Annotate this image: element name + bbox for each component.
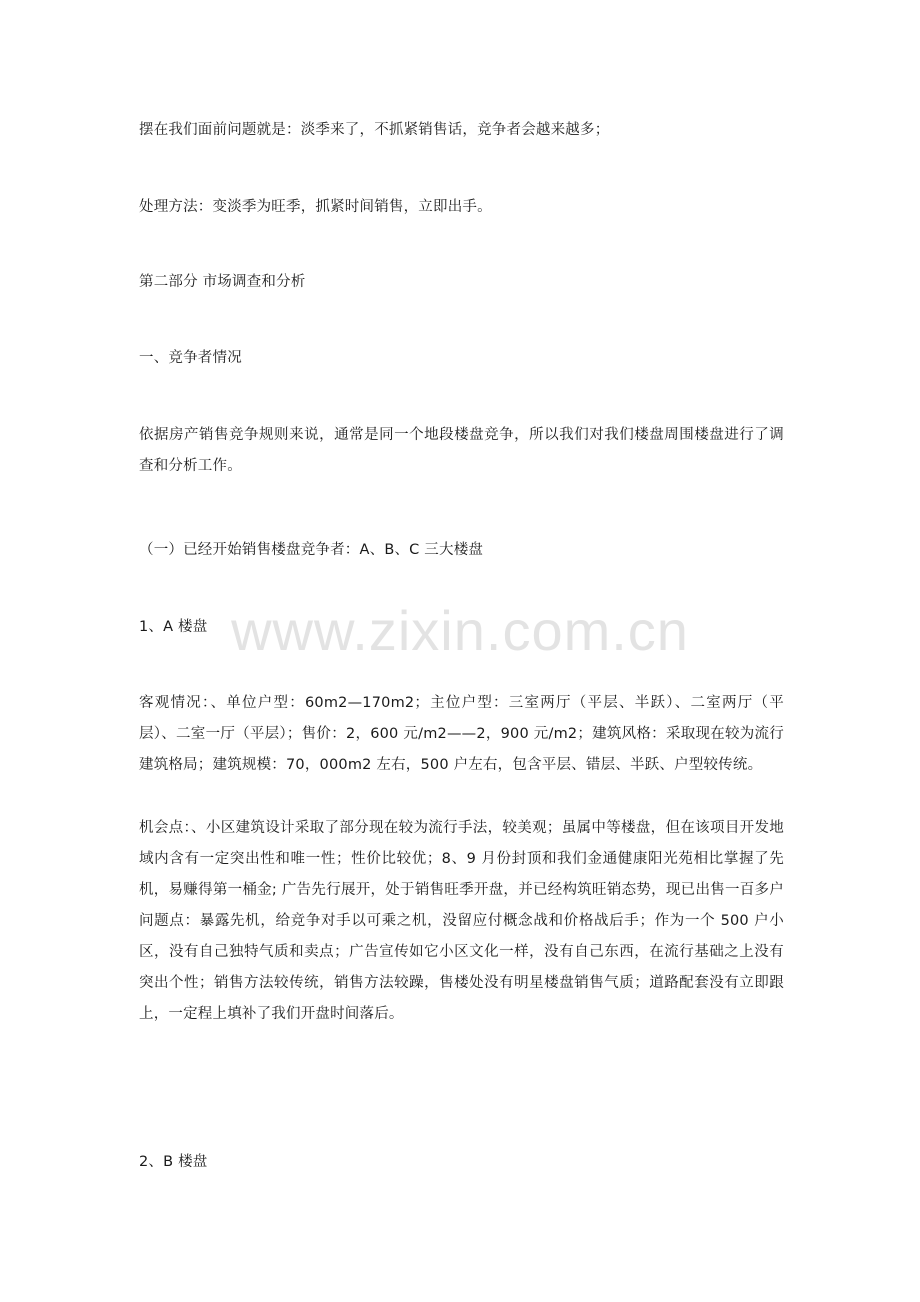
subsection-heading-existing-competitors: （一）已经开始销售楼盘竞争者：A、B、C 三大楼盘 bbox=[139, 542, 484, 558]
paragraph-building-a-opportunities: 机会点：、小区建筑设计采取了部分现在较为流行手法，较美观；虽属中等楼盘，但在该项目开发地域内含有一定突出性和唯一性；性价比较优；8、9 月份封顶和我们金通健康阳光苑相比掌握了先机，易赚得第一桶金; 广告先行展开，处于销售旺季开盘，并已经构筑旺销态势，现已出售一百多户问题点：暴露先机，给竞争对手以可乘之机，没留应付概念战和价格战后手；作为一个 500 户小区，没有自己独特气质和卖点；广告宣传如它小区文化一样，没有自己东西，在流行基础之上没有突出个性；销售方法较传统，销售方法较躁，售楼处没有明星楼盘销售气质；道路配套没有立即跟上，一定程上填补了我们开盘时间落后。 bbox=[139, 820, 784, 1022]
paragraph-competition-rule: 依据房产销售竞争规则来说，通常是同一个地段楼盘竞争，所以我们对我们楼盘周围楼盘进行了调查和分析工作。 bbox=[139, 427, 784, 474]
item-heading-building-b: 2、B 楼盘 bbox=[139, 1154, 208, 1170]
paragraph-problem: 摆在我们面前问题就是：淡季来了，不抓紧销售话，竞争者会越来越多； bbox=[139, 122, 610, 138]
paragraph-solution: 处理方法：变淡季为旺季，抓紧时间销售，立即出手。 bbox=[139, 199, 492, 215]
subsection-heading-competitors: 一、竞争者情况 bbox=[139, 350, 242, 366]
item-heading-building-a: 1、A 楼盘 bbox=[139, 619, 208, 635]
section-heading-part-two: 第二部分 市场调查和分析 bbox=[139, 274, 306, 290]
paragraph-building-a-objective: 客观情况：、单位户型：60m2—170m2；主位户型：三室两厅（平层、半跃）、二室两厅（平层）、二室一厅（平层）；售价：2，600 元/m2——2，900 元/m2；建筑风格：采取现在较为流行建筑格局；建筑规模：70，000m2 左右，500 户左右，包含平层、错层、半跃、户型较传统。 bbox=[139, 695, 784, 773]
watermark-text: www.zixin.com.cn bbox=[231, 599, 689, 662]
